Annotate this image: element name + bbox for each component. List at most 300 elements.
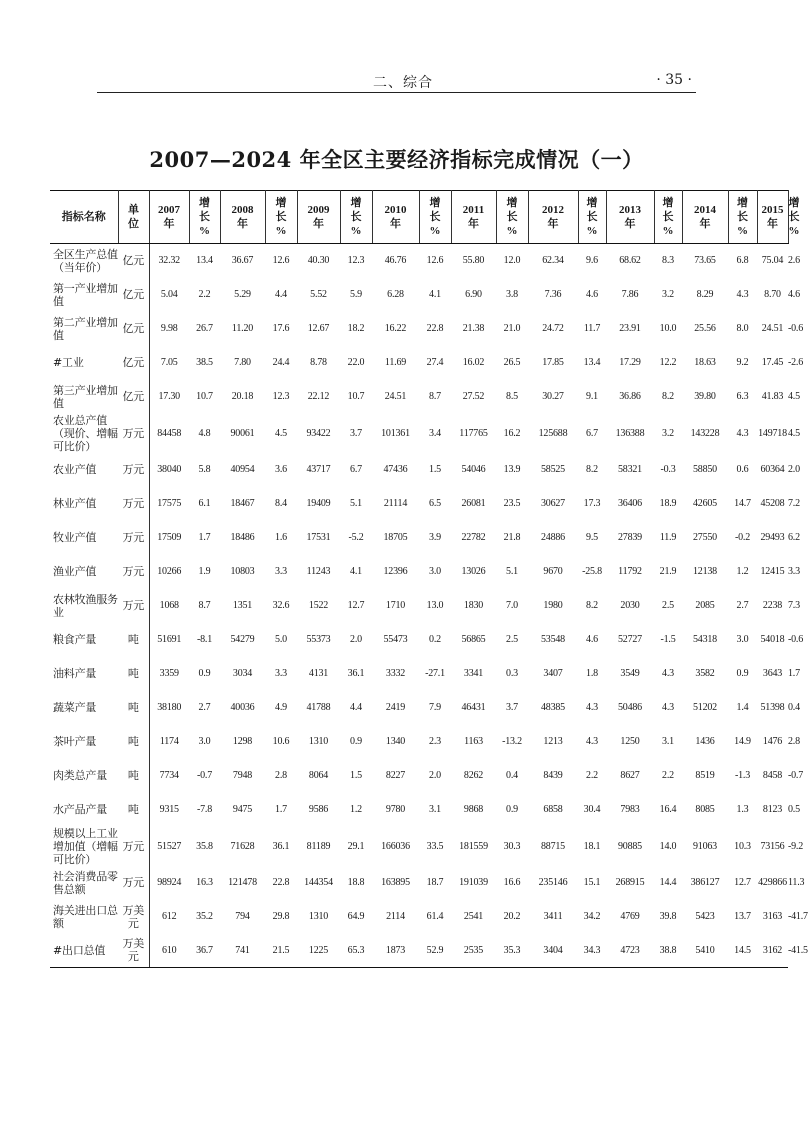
indicator-unit: 万元 xyxy=(118,589,149,623)
value-cell: 54018 xyxy=(760,634,785,645)
value-cell: 51527 xyxy=(157,840,182,852)
growth-cell: 8.5 xyxy=(506,391,518,402)
growth-cell: 32.6 xyxy=(272,600,290,611)
value-cell: 6858 xyxy=(543,804,563,815)
growth-cell: 2.7 xyxy=(198,702,211,713)
growth-cell: 18.7 xyxy=(426,877,444,888)
col-header-year: 2012 年 xyxy=(528,191,578,244)
value-cell: 40954 xyxy=(230,464,255,475)
value-cell: 3643 xyxy=(762,668,783,679)
value-cell: 136388 xyxy=(615,427,645,439)
growth-cell: 4.1 xyxy=(350,566,362,577)
value-cell: 17.29 xyxy=(619,357,641,368)
growth-cell: 13.4 xyxy=(196,255,213,267)
col-header-year: 2009 年 xyxy=(297,191,340,244)
value-cell: 18467 xyxy=(230,498,255,509)
growth-cell: 35.3 xyxy=(496,934,528,968)
value-cell: 58850 xyxy=(692,464,717,475)
page-number: · 35 · xyxy=(656,72,692,88)
growth-cell: 4.4 xyxy=(275,289,287,300)
value-cell: 24.72 xyxy=(542,323,564,334)
growth-cell: 13.0 xyxy=(426,600,444,611)
growth-cell: 8.3 xyxy=(662,255,674,267)
header-row: 指标名称 单 位 2007 年 增 长 % 2008 年 增 长 % 2009 年 增 长 % 2010 年 增 长 % 2011 年 增 长 % 2012 年 增 长 % 2013 年 增 长 % 2014 年 增 长 % 2015 年 增 长 % xyxy=(50,191,788,244)
value-cell: 181559 xyxy=(459,840,488,852)
value-cell: 5.52 xyxy=(310,289,327,300)
growth-cell: 9.2 xyxy=(736,357,749,368)
table-row: 水产品产量 吨 9315 -7.8 9475 1.7 9586 1.2 9780 3.1 9868 0.9 6858 30.4 7983 16.4 8085 1.3 8123 0.5 xyxy=(50,793,788,827)
value-cell: 191039 xyxy=(459,877,488,888)
value-cell: 2030 xyxy=(620,600,640,611)
growth-cell: 4.4 xyxy=(350,702,362,713)
value-cell: 8064 xyxy=(308,770,329,781)
value-cell: 11243 xyxy=(306,566,331,577)
value-cell: 1213 xyxy=(543,736,563,747)
growth-cell: 9.5 xyxy=(586,532,598,543)
table-row: 渔业产值 万元 10266 1.9 10803 3.3 11243 4.1 12396 3.0 13026 5.1 9670 -25.8 11792 21.9 12138 1.2 12415 3.3 xyxy=(50,555,788,589)
value-cell: 1174 xyxy=(159,736,179,747)
value-cell: 27550 xyxy=(692,532,717,543)
value-cell: 16.02 xyxy=(462,357,485,368)
growth-cell: 22.0 xyxy=(347,357,365,368)
growth-cell: 1.5 xyxy=(429,464,441,475)
col-header-growth: 增 长 % xyxy=(728,191,757,244)
growth-cell: 10.6 xyxy=(272,736,290,747)
growth-cell: 0.9 xyxy=(506,804,518,815)
growth-cell: 35.2 xyxy=(196,911,213,922)
value-cell: 90061 xyxy=(230,427,255,439)
indicator-unit: 万美元 xyxy=(118,934,149,968)
value-cell: 386127 xyxy=(690,877,720,888)
growth-cell: 21.8 xyxy=(503,532,521,543)
growth-cell: 14.5 xyxy=(728,934,757,968)
value-cell: 26081 xyxy=(461,498,486,509)
value-cell: 47436 xyxy=(383,464,408,475)
table-row: 第二产业增加值 亿元 9.98 26.7 11.20 17.6 12.67 18.2 16.22 22.8 21.38 21.0 24.72 11.7 23.91 10.0 25.56 8.0 24.51 -0.6 xyxy=(50,312,788,346)
value-cell: 166036 xyxy=(381,840,410,852)
growth-cell: 3.0 xyxy=(736,634,749,645)
growth-cell: 18.1 xyxy=(583,840,601,852)
growth-cell: 2.8 xyxy=(275,770,287,781)
growth-cell: -1.3 xyxy=(734,770,751,781)
value-cell: 50486 xyxy=(617,702,642,713)
growth-cell: 12.7 xyxy=(734,877,751,888)
value-cell: 51398 xyxy=(760,702,785,713)
indicator-name: 农业总产值（现价、增幅可比价） xyxy=(53,413,118,453)
value-cell: 741 xyxy=(220,934,265,968)
value-cell: 125688 xyxy=(538,427,568,439)
value-cell: 38040 xyxy=(157,464,182,475)
value-cell: 38180 xyxy=(157,702,182,713)
value-cell: 32.32 xyxy=(158,255,180,267)
value-cell: 5410 xyxy=(682,934,728,968)
growth-cell: 34.3 xyxy=(578,934,606,968)
indicator-unit: 吨 xyxy=(118,691,149,725)
growth-cell: 0.3 xyxy=(506,668,518,679)
col-header-unit: 单 位 xyxy=(118,191,149,244)
value-cell: 24.51 xyxy=(384,391,407,402)
indicator-name: 农业产值 xyxy=(53,463,97,476)
value-cell: 3404 xyxy=(528,934,578,968)
value-cell: 612 xyxy=(162,911,177,922)
indicator-unit: 万元 xyxy=(118,866,149,900)
value-cell: 11792 xyxy=(618,566,642,577)
value-cell: 18486 xyxy=(230,532,255,543)
growth-cell: 5.9 xyxy=(350,289,362,300)
value-cell: 9670 xyxy=(543,566,563,577)
growth-cell: 18.9 xyxy=(659,498,677,509)
growth-cell: 5.8 xyxy=(198,464,211,475)
col-header-year: 2011 年 xyxy=(451,191,496,244)
growth-cell: 38.8 xyxy=(654,934,682,968)
table-row: 蔬菜产量 吨 38180 2.7 40036 4.9 41788 4.4 2419 7.9 46431 3.7 48385 4.3 50486 4.3 51202 1.4 51398 0.4 xyxy=(50,691,788,725)
value-cell: 56865 xyxy=(461,634,486,645)
table-row: 第一产业增加值 亿元 5.04 2.2 5.29 4.4 5.52 5.9 6.28 4.1 6.90 3.8 7.36 4.6 7.86 3.2 8.29 4.3 8.70 4.6 xyxy=(50,278,788,312)
value-cell: 9.98 xyxy=(160,323,178,334)
value-cell: 9780 xyxy=(385,804,406,815)
value-cell: 60364 xyxy=(760,464,785,475)
indicator-name: 肉类总产量 xyxy=(53,769,107,782)
growth-cell: 2.0 xyxy=(350,634,362,645)
value-cell: 36.67 xyxy=(231,255,254,267)
value-cell: 25.56 xyxy=(694,323,716,334)
growth-cell: -0.3 xyxy=(660,464,676,475)
value-cell: 3162 xyxy=(757,934,788,968)
table-row: 油料产量 吨 3359 0.9 3034 3.3 4131 36.1 3332 -27.1 3341 0.3 3407 1.8 3549 4.3 3582 0.9 3643 1.7 xyxy=(50,657,788,691)
value-cell: 17531 xyxy=(306,532,331,543)
growth-cell: 4.3 xyxy=(736,289,749,300)
growth-cell: 6.8 xyxy=(736,255,749,267)
value-cell: 9586 xyxy=(308,804,329,815)
growth-cell: 36.1 xyxy=(272,840,290,852)
value-cell: 75.04 xyxy=(761,255,784,267)
value-cell: 268915 xyxy=(615,877,645,888)
growth-cell: 1.5 xyxy=(350,770,362,781)
value-cell: 2535 xyxy=(451,934,496,968)
value-cell: 54318 xyxy=(692,634,717,645)
value-cell: 13026 xyxy=(461,566,486,577)
indicator-name: #出口总值 xyxy=(50,934,118,968)
growth-cell: 18.2 xyxy=(347,323,365,334)
value-cell: 235146 xyxy=(538,877,568,888)
table-title: 2007—2024 年全区主要经济指标完成情况（一） xyxy=(149,147,644,172)
value-cell: 91063 xyxy=(692,840,717,852)
growth-cell: 21.0 xyxy=(503,323,521,334)
growth-cell: 35.8 xyxy=(196,840,213,852)
growth-cell: 1.4 xyxy=(736,702,749,713)
value-cell: 6.90 xyxy=(465,289,482,300)
growth-cell: 12.0 xyxy=(503,255,521,267)
value-cell: 58321 xyxy=(617,464,642,475)
value-cell: 3332 xyxy=(385,668,406,679)
growth-cell: 0.2 xyxy=(429,634,441,645)
growth-cell: 13.7 xyxy=(734,911,751,922)
value-cell: 52727 xyxy=(617,634,642,645)
growth-cell: 65.3 xyxy=(340,934,372,968)
indicator-unit: 万元 xyxy=(118,555,149,589)
value-cell: 17.85 xyxy=(542,357,564,368)
value-cell: 73.65 xyxy=(694,255,716,267)
growth-cell: 30.3 xyxy=(503,840,521,852)
growth-cell: 14.0 xyxy=(659,840,677,852)
value-cell: 8227 xyxy=(385,770,406,781)
col-header-year: 2013 年 xyxy=(606,191,654,244)
value-cell: 8262 xyxy=(463,770,484,781)
value-cell: 2238 xyxy=(762,600,783,611)
growth-cell: 4.3 xyxy=(586,702,598,713)
growth-cell: 17.3 xyxy=(583,498,601,509)
growth-cell: 3.9 xyxy=(429,532,441,543)
value-cell: 81189 xyxy=(306,840,331,852)
growth-cell: 5.1 xyxy=(350,498,362,509)
value-cell: 23.91 xyxy=(619,323,641,334)
growth-cell: 9.6 xyxy=(586,255,598,267)
growth-cell: 0.9 xyxy=(736,668,749,679)
growth-cell: 3.7 xyxy=(350,427,362,439)
col-header-growth: 增 长 % xyxy=(340,191,372,244)
growth-cell: 11.9 xyxy=(659,532,677,543)
growth-cell: 36.7 xyxy=(189,934,220,968)
growth-cell: 3.8 xyxy=(506,289,518,300)
growth-cell: 4.6 xyxy=(586,289,598,300)
growth-cell: 10.7 xyxy=(347,391,365,402)
value-cell: 43717 xyxy=(306,464,331,475)
indicator-unit: 万美元 xyxy=(118,900,149,934)
growth-cell: 22.8 xyxy=(426,323,444,334)
col-header-year: 2014 年 xyxy=(682,191,728,244)
indicator-name: 第三产业增加值 xyxy=(53,383,118,410)
value-cell: 10266 xyxy=(157,566,182,577)
value-cell: 22.12 xyxy=(307,391,330,402)
value-cell: 3341 xyxy=(463,668,484,679)
growth-cell: 1.3 xyxy=(736,804,749,815)
value-cell: 88715 xyxy=(540,840,565,852)
growth-cell: 16.2 xyxy=(503,427,521,439)
growth-cell: 23.5 xyxy=(503,498,521,509)
growth-cell: 0.6 xyxy=(736,464,749,475)
value-cell: 3582 xyxy=(695,668,715,679)
value-cell: 4723 xyxy=(606,934,654,968)
growth-cell: -0.2 xyxy=(734,532,751,543)
indicator-unit: 吨 xyxy=(118,725,149,759)
growth-cell: 33.5 xyxy=(426,840,444,852)
value-cell: 121478 xyxy=(228,877,257,888)
growth-cell: 22.8 xyxy=(272,877,290,888)
growth-cell: 3.6 xyxy=(275,464,287,475)
growth-cell: 1.6 xyxy=(275,532,287,543)
value-cell: 17509 xyxy=(157,532,182,543)
value-cell: 1298 xyxy=(232,736,253,747)
growth-cell: 17.6 xyxy=(272,323,290,334)
value-cell: 1310 xyxy=(308,736,329,747)
indicator-name: 全区生产总值（当年价） xyxy=(53,247,118,274)
value-cell: 2419 xyxy=(385,702,406,713)
value-cell: 1163 xyxy=(464,736,483,747)
value-cell: 98924 xyxy=(157,877,182,888)
growth-cell: 1.2 xyxy=(350,804,362,815)
growth-cell: -25.8 xyxy=(582,566,602,577)
value-cell: 29493 xyxy=(760,532,785,543)
value-cell: 7.36 xyxy=(544,289,562,300)
growth-cell: 4.3 xyxy=(662,668,674,679)
value-cell: 4131 xyxy=(308,668,329,679)
value-cell: 610 xyxy=(149,934,189,968)
growth-cell: 1.8 xyxy=(586,668,598,679)
growth-cell: 8.2 xyxy=(586,464,598,475)
growth-cell: 2.0 xyxy=(429,770,441,781)
value-cell: 8439 xyxy=(543,770,563,781)
growth-cell: 52.9 xyxy=(419,934,451,968)
table-body xyxy=(50,244,808,968)
value-cell: 7.80 xyxy=(234,357,251,368)
value-cell: 5423 xyxy=(695,911,715,922)
value-cell: 17.45 xyxy=(761,357,784,368)
value-cell: 21.38 xyxy=(462,323,485,334)
growth-cell: 4.3 xyxy=(662,702,674,713)
value-cell: 1522 xyxy=(308,600,329,611)
value-cell: 54279 xyxy=(230,634,255,645)
value-cell: 2541 xyxy=(463,911,484,922)
value-cell: 48385 xyxy=(540,702,565,713)
value-cell: 2085 xyxy=(695,600,715,611)
growth-cell: 27.4 xyxy=(426,357,444,368)
value-cell: 55.80 xyxy=(462,255,485,267)
growth-cell: 5.1 xyxy=(506,566,518,577)
growth-cell: 21.5 xyxy=(265,934,297,968)
value-cell: 24.51 xyxy=(761,323,784,334)
value-cell: 11.69 xyxy=(384,357,407,368)
indicator-name: 蔬菜产量 xyxy=(53,701,97,714)
indicator-unit: 吨 xyxy=(118,623,149,657)
value-cell: 21114 xyxy=(383,498,408,509)
indicator-unit: 万元 xyxy=(118,487,149,521)
value-cell: 51202 xyxy=(692,702,717,713)
col-header-growth: 增 长 % xyxy=(654,191,682,244)
growth-cell: 6.5 xyxy=(429,498,441,509)
growth-cell: 34.2 xyxy=(583,911,601,922)
growth-cell: 4.3 xyxy=(586,736,598,747)
value-cell: 93422 xyxy=(306,427,331,439)
value-cell: 39.80 xyxy=(694,391,716,402)
value-cell: 8085 xyxy=(695,804,715,815)
value-cell: 1225 xyxy=(297,934,340,968)
growth-cell: 1.7 xyxy=(198,532,211,543)
value-cell: 8519 xyxy=(695,770,715,781)
growth-cell: 14.7 xyxy=(734,498,751,509)
indicator-name: 社会消费品零售总额 xyxy=(53,869,118,896)
indicator-name: 第一产业增加值 xyxy=(53,281,118,308)
value-cell: 8.78 xyxy=(310,357,327,368)
col-header-year: 2015 年 xyxy=(757,191,788,244)
table-row: 林业产值 万元 17575 6.1 18467 8.4 19409 5.1 21114 6.5 26081 23.5 30627 17.3 36406 18.9 42605 14.7 45208 7.2 xyxy=(50,487,788,521)
value-cell: 3359 xyxy=(159,668,179,679)
growth-cell: 2.7 xyxy=(736,600,749,611)
value-cell: 144354 xyxy=(304,877,333,888)
growth-cell: 15.1 xyxy=(583,877,601,888)
value-cell: 794 xyxy=(235,911,250,922)
indicator-name: #工业 xyxy=(53,356,84,369)
growth-cell: 8.2 xyxy=(586,600,598,611)
col-header-name: 指标名称 xyxy=(50,191,118,244)
growth-cell: 16.3 xyxy=(196,877,213,888)
value-cell: 41788 xyxy=(306,702,331,713)
growth-cell: 2.2 xyxy=(662,770,674,781)
value-cell: 163895 xyxy=(381,877,410,888)
value-cell: 4769 xyxy=(620,911,640,922)
value-cell: 40.30 xyxy=(307,255,330,267)
growth-cell: -1.5 xyxy=(660,634,676,645)
value-cell: 7.86 xyxy=(621,289,639,300)
indicator-unit: 吨 xyxy=(118,793,149,827)
value-cell: 12.67 xyxy=(307,323,330,334)
value-cell: 8123 xyxy=(762,804,783,815)
growth-cell: 13.4 xyxy=(583,357,601,368)
indicator-name: 第二产业增加值 xyxy=(53,315,118,342)
value-cell: 84458 xyxy=(157,427,182,439)
growth-cell: 16.4 xyxy=(659,804,677,815)
value-cell: 12396 xyxy=(383,566,408,577)
table-row: 海关进出口总额 万美元 612 35.2 794 29.8 1310 64.9 2114 61.4 2541 20.2 3411 34.2 4769 39.8 5423 13.7 3163 -41.7 xyxy=(50,900,788,934)
value-cell: 55373 xyxy=(306,634,331,645)
value-cell: 1340 xyxy=(385,736,406,747)
value-cell: 3411 xyxy=(543,911,563,922)
indicator-name: 水产品产量 xyxy=(53,803,107,816)
value-cell: 16.22 xyxy=(384,323,407,334)
col-header-growth: 增 长 % xyxy=(419,191,451,244)
value-cell: 5.04 xyxy=(160,289,178,300)
growth-cell: 5.0 xyxy=(275,634,287,645)
growth-cell: 2.2 xyxy=(586,770,598,781)
growth-cell: -27.1 xyxy=(425,668,445,679)
growth-cell: 8.7 xyxy=(198,600,211,611)
value-cell: 45208 xyxy=(760,498,785,509)
indicator-name: 海关进出口总额 xyxy=(53,903,118,930)
growth-cell: 7.9 xyxy=(429,702,441,713)
table-row: 农业总产值（现价、增幅可比价） 万元 84458 4.8 90061 4.5 93422 3.7 101361 3.4 117765 16.2 125688 6.7 136388 3.2 143228 4.3 149718 4.5 xyxy=(50,414,788,453)
growth-cell: -5.2 xyxy=(348,532,364,543)
growth-cell: -13.2 xyxy=(502,736,522,747)
growth-cell: 36.1 xyxy=(347,668,365,679)
value-cell: 1830 xyxy=(463,600,484,611)
value-cell: 1068 xyxy=(159,600,179,611)
table-row: 农林牧渔服务业 万元 1068 8.7 1351 32.6 1522 12.7 1710 13.0 1830 7.0 1980 8.2 2030 2.5 2085 2.7 2238 7.3 xyxy=(50,589,788,623)
growth-cell: 13.9 xyxy=(503,464,521,475)
value-cell: 3034 xyxy=(232,668,253,679)
value-cell: 18.63 xyxy=(694,357,716,368)
table-row: 牧业产值 万元 17509 1.7 18486 1.6 17531 -5.2 18705 3.9 22782 21.8 24886 9.5 27839 11.9 27550 -0.2 29493 6.2 xyxy=(50,521,788,555)
table-row: 肉类总产量 吨 7734 -0.7 7948 2.8 8064 1.5 8227 2.0 8262 0.4 8439 2.2 8627 2.2 8519 -1.3 8458 -0.7 xyxy=(50,759,788,793)
indicator-name: 林业产值 xyxy=(53,497,97,510)
value-cell: 1710 xyxy=(385,600,406,611)
growth-cell: 21.9 xyxy=(659,566,677,577)
indicator-name: 油料产量 xyxy=(53,667,97,680)
growth-cell: 8.2 xyxy=(662,391,674,402)
value-cell: 40036 xyxy=(230,702,255,713)
value-cell: 149718 xyxy=(758,427,787,439)
value-cell: 9475 xyxy=(232,804,253,815)
col-header-growth: 增 长 % xyxy=(496,191,528,244)
growth-cell: 6.1 xyxy=(198,498,211,509)
value-cell: 27839 xyxy=(617,532,642,543)
section-title: 二、综合 xyxy=(373,75,433,91)
value-cell: 71628 xyxy=(230,840,255,852)
value-cell: 54046 xyxy=(461,464,486,475)
growth-cell: 0.9 xyxy=(350,736,362,747)
value-cell: 90885 xyxy=(617,840,642,852)
value-cell: 53548 xyxy=(540,634,565,645)
table-row: 社会消费品零售总额 万元 98924 16.3 121478 22.8 144354 18.8 163895 18.7 191039 16.6 235146 15.1 268915 14.4 386127 12.7 429866 11.3 xyxy=(50,866,788,900)
indicator-unit: 亿元 xyxy=(118,244,149,278)
